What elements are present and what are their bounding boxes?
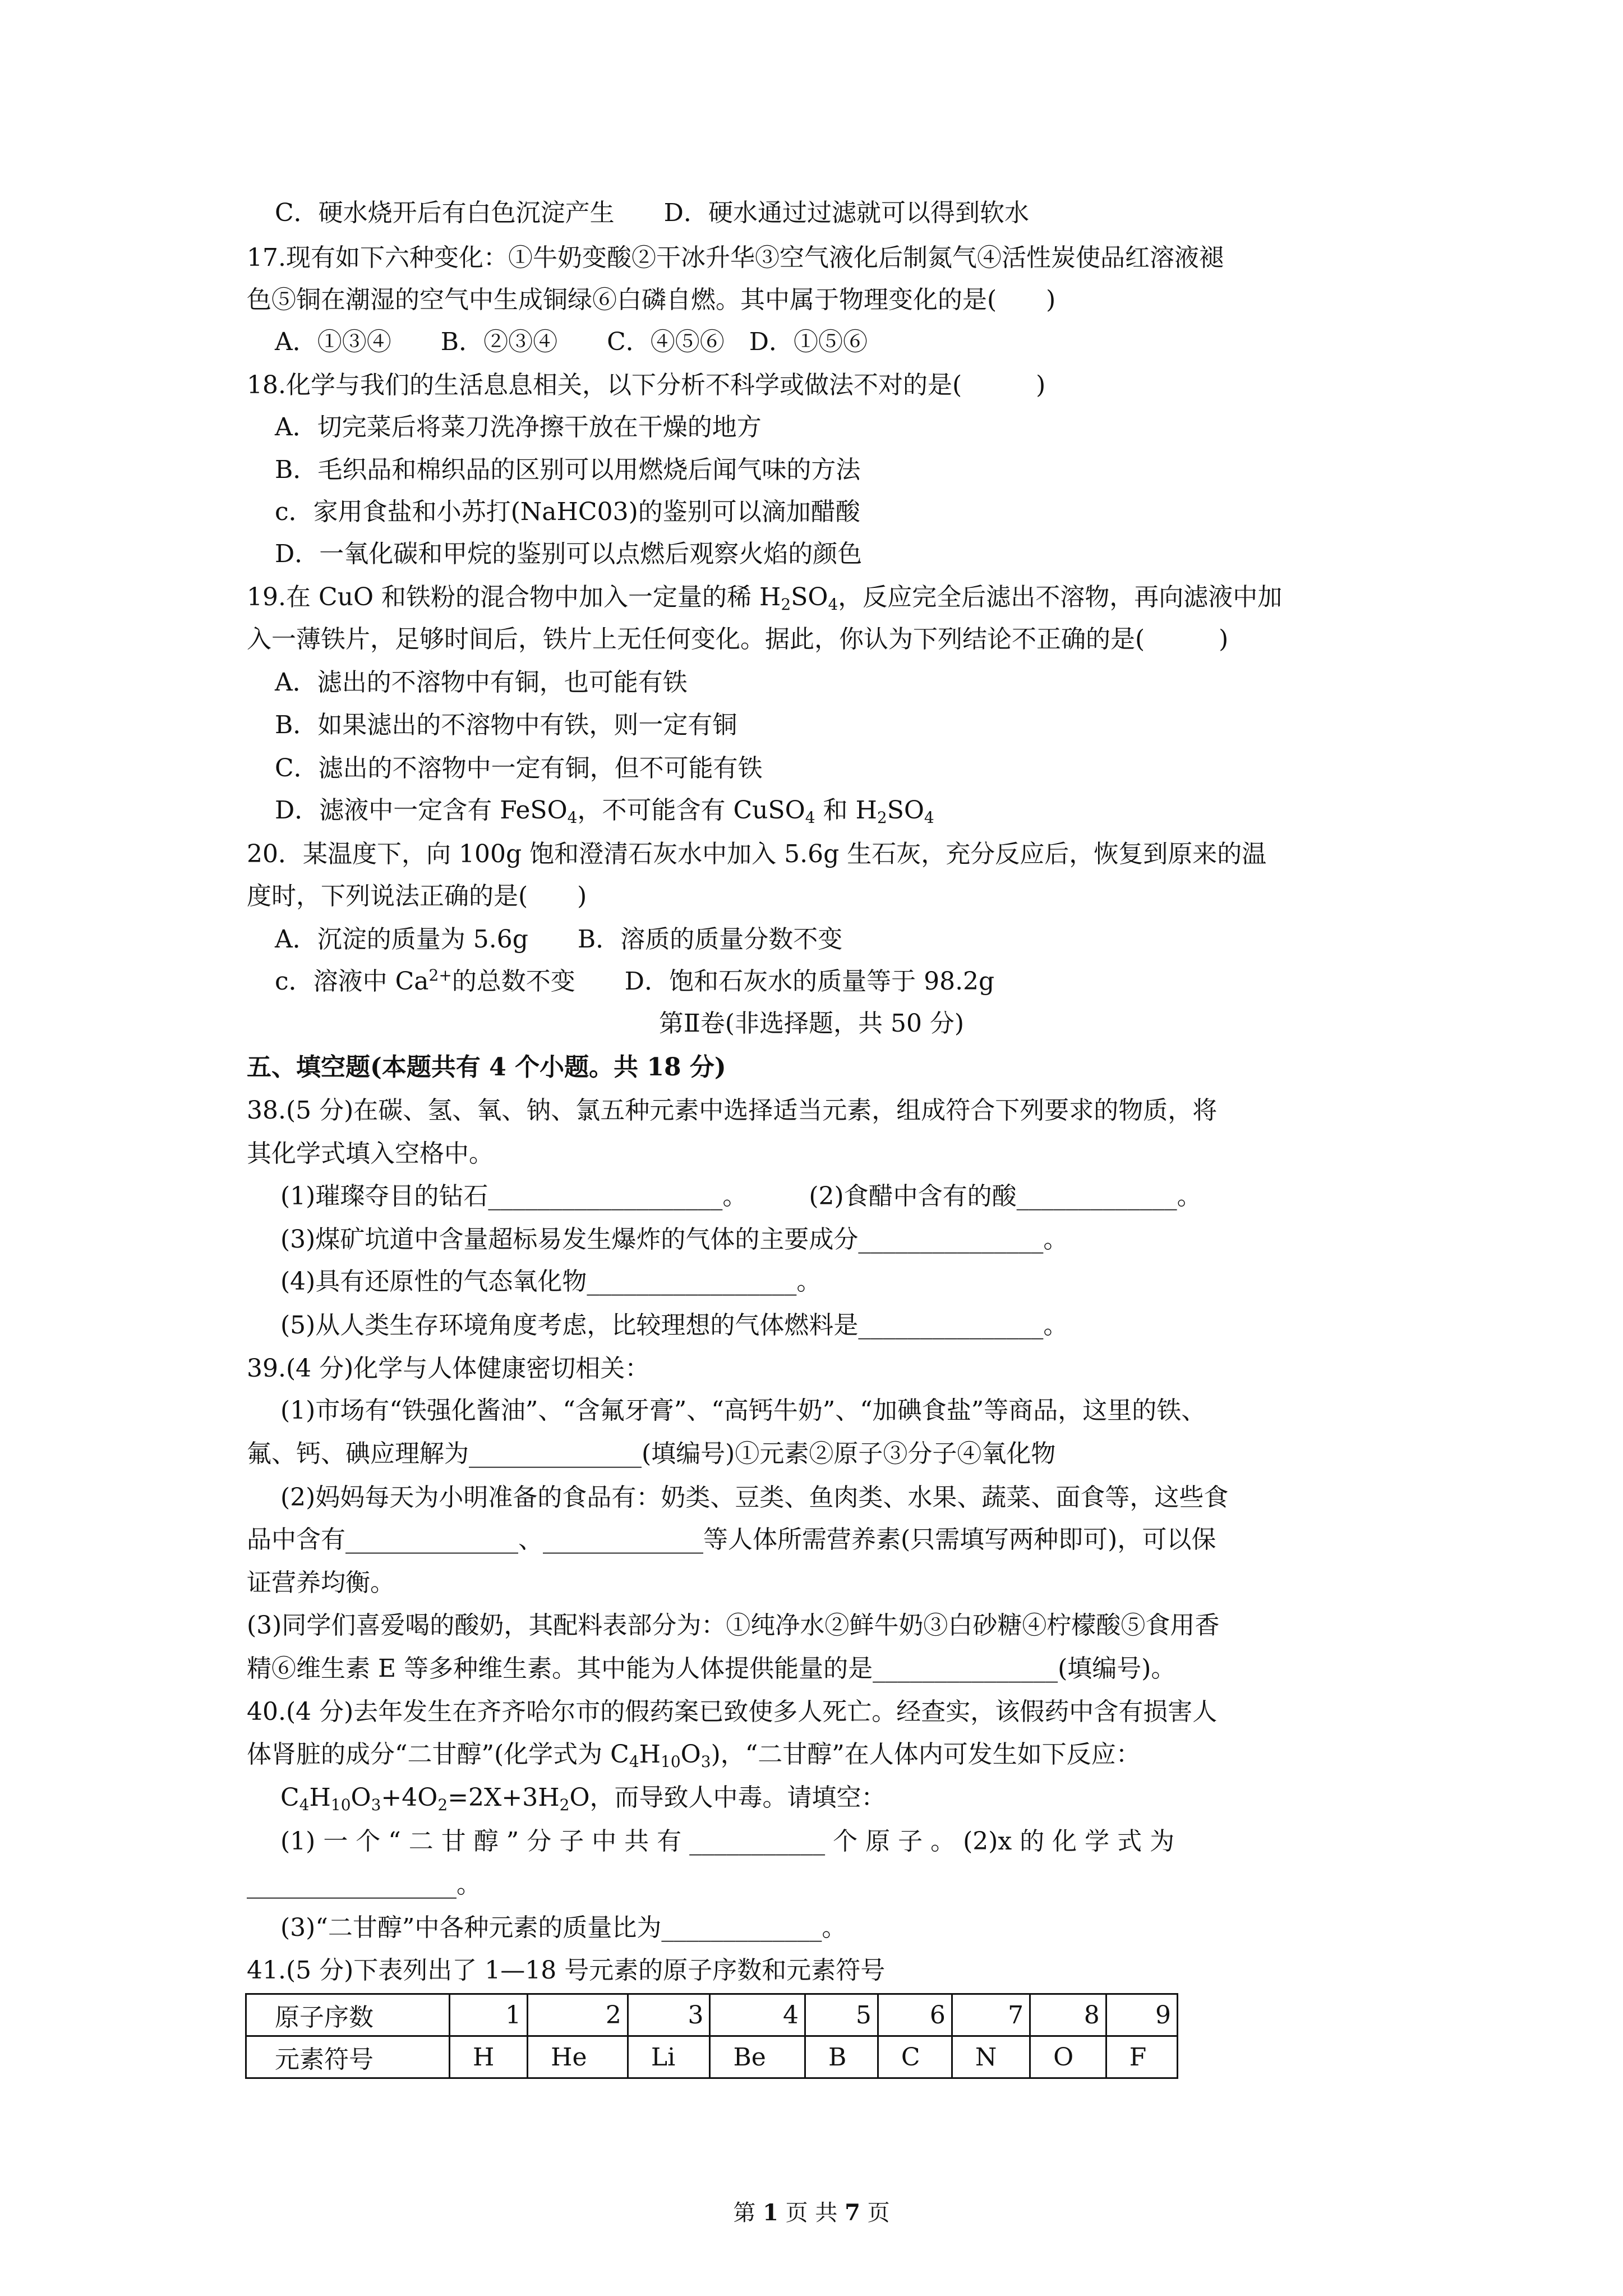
q39-part2-line3: 证营养均衡。	[247, 1568, 395, 1597]
page-number: 1	[763, 2200, 778, 2226]
section5-title: 五、填空题(本题共有 4 个小题。共 18 分)	[247, 1053, 726, 1082]
q19-stem-line1: 19.在 CuO 和铁粉的混合物中加入一定量的稀 $H_2SO_4$，反应完全后滤出不溶物，再向滤液中加	[247, 583, 1283, 614]
q18-option-c: c．家用食盐和小苏打(NaHC03)的鉴别可以滴加醋酸	[275, 498, 860, 526]
q19-option-d: D．滤液中一定含有 FeSO$_4$，不可能含有 CuSO$_4$ 和 $H_2SO_4$	[275, 796, 934, 827]
element-symbol-cell: B	[805, 2036, 878, 2078]
q40-equation: $C_4H_{10}O_3+4O_2=2X+3H_2O$，而导致人中毒。请填空：	[280, 1783, 886, 1814]
q39-part1-line2: 氟、钙、碘应理解为______________(填编号)①元素②原子③分子④氧化物	[247, 1439, 1056, 1468]
element-symbol-row	[246, 2036, 1178, 2078]
q40-part3: (3)“二甘醇”中各种元素的质量比为_____________。	[280, 1913, 847, 1942]
q18-stem: 18.化学与我们的生活息息相关，以下分析不科学或做法不对的是( )	[247, 371, 1046, 399]
q39-stem: 39.(4 分)化学与人体健康密切相关：	[247, 1354, 650, 1383]
q40-part1-2: (1) 一 个 “ 二 甘 醇 ” 分 子 中 共 有 ___________ 个 原 子 。 (2)x 的 化 学 式 为	[280, 1827, 1175, 1856]
atomic-number-cell: 6	[878, 1994, 952, 2036]
q16-options-cd: C．硬水烧开后有白色沉淀产生 D．硬水通过过滤就可以得到软水	[275, 199, 1029, 227]
atomic-number-cell: 1	[450, 1994, 528, 2036]
q17-options: A．①③④ B．②③④ C．④⑤⑥ D．①⑤⑥	[275, 328, 868, 356]
q38-stem-line2: 其化学式填入空格中。	[247, 1139, 494, 1168]
q39-part3-line1: (3)同学们喜爱喝的酸奶，其配料表部分为：①纯净水②鲜牛奶③白砂糖④柠檬酸⑤食用香	[247, 1611, 1220, 1640]
page-total: 7	[845, 2200, 860, 2226]
q38-part3: (3)煤矿坑道中含量超标易发生爆炸的气体的主要成分_______________。	[280, 1225, 1068, 1254]
element-symbol-cell: Li	[628, 2036, 710, 2078]
element-symbol-cell: C	[878, 2036, 952, 2078]
q40-stem-line2: 体肾脏的成分“二甘醇”(化学式为 $C_4H_{10}O_3$)，“二甘醇”在人体内可发生如下反应：	[247, 1740, 1141, 1771]
page-footer: 第 1 页 共 7 页	[733, 2200, 890, 2226]
q40-stem-line1: 40.(4 分)去年发生在齐齐哈尔市的假药案已致使多人死亡。经查实，该假药中含有损害人	[247, 1697, 1218, 1726]
element-symbol-cell: H	[450, 2036, 528, 2078]
q38-part5: (5)从人类生存环境角度考虑，比较理想的气体燃料是_______________。	[280, 1311, 1068, 1340]
element-symbol-cell: He	[528, 2036, 628, 2078]
q18-option-b: B．毛织品和棉织品的区别可以用燃烧后闻气味的方法	[275, 455, 861, 484]
q40-part2-blank: _________________。	[247, 1870, 481, 1899]
q39-part2-line1: (2)妈妈每天为小明准备的食品有：奶类、豆类、鱼肉类、水果、蔬菜、面食等，这些食	[280, 1483, 1229, 1512]
q17-stem-line1: 17.现有如下六种变化：①牛奶变酸②干冰升华③空气液化后制氮气④活性炭使品红溶液褪	[247, 243, 1224, 272]
q18-option-a: A．切完菜后将菜刀洗净擦干放在干燥的地方	[275, 413, 762, 441]
element-symbol-cell: F	[1106, 2036, 1177, 2078]
q19-option-a: A．滤出的不溶物中有铜，也可能有铁	[275, 668, 688, 697]
element-symbol-cell: Be	[710, 2036, 805, 2078]
q39-part3-line2: 精⑥维生素 E 等多种维生素。其中能为人体提供能量的是_______________(填编号)。	[247, 1654, 1176, 1683]
q19-option-b: B．如果滤出的不溶物中有铁，则一定有铜	[275, 711, 737, 739]
element-symbol-cell: O	[1030, 2036, 1106, 2078]
atomic-number-cell: 8	[1030, 1994, 1106, 2036]
q20-stem-line2: 度时，下列说法正确的是( )	[247, 882, 587, 910]
q19-stem-line2: 入一薄铁片，足够时间后，铁片上无任何变化。据此，你认为下列结论不正确的是( )	[247, 625, 1229, 654]
q38-stem-line1: 38.(5 分)在碳、氢、氧、钠、氯五种元素中选择适当元素，组成符合下列要求的物质，将	[247, 1096, 1218, 1125]
q17-stem-line2: 色⑤铜在潮湿的空气中生成铜绿⑥白磷自燃。其中属于物理变化的是( )	[247, 286, 1056, 314]
part2-title: 第Ⅱ卷(非选择题，共 50 分)	[658, 1009, 965, 1038]
q18-option-d: D．一氧化碳和甲烷的鉴别可以点燃后观察火焰的颜色	[275, 540, 863, 568]
atomic-number-cell: 7	[952, 1994, 1030, 2036]
q20-options-cd: c．溶液中 $Ca^{2+}$的总数不变 D．饱和石灰水的质量等于 98.2g	[275, 966, 995, 996]
atomic-number-cell: 5	[805, 1994, 878, 2036]
element-table	[245, 1993, 1178, 2079]
q38-part4: (4)具有还原性的气态氧化物_________________。	[280, 1267, 822, 1296]
q38-part1-2: (1)璀璨夺目的钻石___________________。 (2)食醋中含有的酸_____________。	[280, 1182, 1202, 1211]
q20-stem-line1: 20．某温度下，向 100g 饱和澄清石灰水中加入 5.6g 生石灰，充分反应后，恢复到原来的温	[247, 840, 1267, 868]
atomic-number-header: 原子序数	[246, 1994, 450, 2036]
atomic-number-cell: 3	[628, 1994, 710, 2036]
q39-part2-line2: 品中含有______________、_____________等人体所需营养素(只需填写两种即可)，可以保	[247, 1525, 1216, 1554]
atomic-number-row	[246, 1994, 1178, 2036]
element-symbol-header: 元素符号	[246, 2036, 450, 2078]
atomic-number-cell: 9	[1106, 1994, 1177, 2036]
atomic-number-cell: 2	[528, 1994, 628, 2036]
atomic-number-cell: 4	[710, 1994, 805, 2036]
q39-part1-line1: (1)市场有“铁强化酱油”、“含氟牙膏”、“高钙牛奶”、“加碘食盐”等商品，这里的铁、	[280, 1396, 1206, 1425]
q19-option-c: C．滤出的不溶物中一定有铜，但不可能有铁	[275, 754, 763, 783]
q41-stem: 41.(5 分)下表列出了 1—18 号元素的原子序数和元素符号	[247, 1956, 886, 1985]
element-symbol-cell: N	[952, 2036, 1030, 2078]
q20-options-ab: A．沉淀的质量为 5.6g B．溶质的质量分数不变	[275, 925, 843, 954]
